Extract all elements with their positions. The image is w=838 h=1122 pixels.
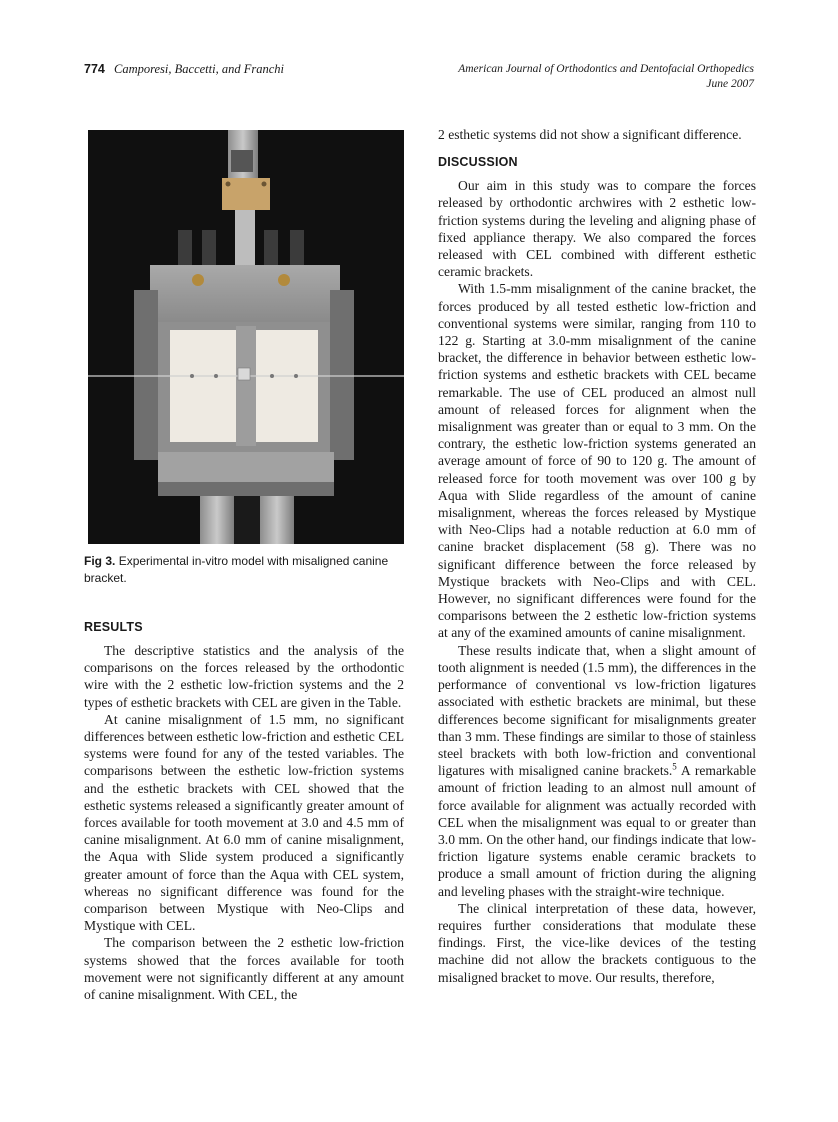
running-authors: Camporesi, Baccetti, and Franchi [113, 62, 284, 76]
caption-text: Experimental in-vitro model with misaligned canine bracket. [84, 554, 389, 585]
discussion-paragraph: Our aim in this study was to compare the forces released by orthodontic archwires with 2 esthetic low-friction systems during the leveling and aligning phase of fixed appliance therapy. We also compared the forces released with CEL combined with different esthetic ceramic brackets. [438, 178, 756, 280]
discussion-paragraph [438, 642, 756, 900]
results-section [84, 620, 404, 1003]
results-continuation: 2 esthetic systems did not show a significant difference. [438, 127, 742, 142]
journal-title: American Journal of Orthodontics and Dentofacial Orthopedics [458, 63, 754, 75]
results-paragraph: The descriptive statistics and the analysis of the comparisons on the forces released by the orthodontic wire with the 2 esthetic low-friction systems and the 2 types of esthetic brackets with CEL are given in the Table. [84, 643, 404, 710]
discussion-paragraph: With 1.5-mm misalignment of the canine bracket, the forces produced by all tested esthetic low-friction and conventional systems were similar, ranging from 110 to 122 g. Starting at 3.0-mm misalignment of the canine bracket, the difference in behavior between esthetic low-friction systems and esthetic brackets with CEL became remarkable. The use of CEL produced an almost null amount of released forces for alignment when the misalignment was greater than or equal to 3 mm. On the contrary, the esthetic low-friction systems generated an average amount of force of 90 to 120 g. The amount of released force for tooth movement was over 100 g by Aqua with Slide regardless of the amount of canine misalignment, whereas the forces released by Mystique with Neo-Clips had a notable reduction at 6.0 mm of canine bracket displacement (58 g). There was no significant difference between the force released by Mystique brackets with Neo-Clips and with CEL. However, no significant differences were found for the comparisons between the 2 esthetic low-friction systems at any of the examined amounts of canine misalignment. [438, 281, 756, 641]
results-heading: RESULTS [84, 620, 143, 634]
page-header-right [458, 62, 754, 92]
discussion-paragraph: The clinical interpretation of these data, however, requires further considerations that modulate these findings. First, the vice-like devices of the testing machine did not allow the brackets contiguous to the misaligned bracket to move. Our results, therefore, [438, 900, 756, 985]
results-paragraph: At canine misalignment of 1.5 mm, no significant differences between esthetic low-friction and esthetic CEL systems were found for any of the tested variables. The comparisons between the esthetic low-friction systems and the esthetic brackets with CEL showed that the esthetic systems released a significantly greater amount of forces available for tooth movement at 3.0 and 4.5 mm of canine misalignment. At 6.0 mm of canine misalignment, the Aqua with Slide system produced a significantly greater amount of force than the Aqua with CEL system, whereas no significant difference was found for the comparison between Mystique with Neo-Clips and Mystique with CEL. [84, 711, 404, 934]
right-column [438, 126, 756, 986]
discussion-text: A remarkable amount of friction leading to an almost null amount of force available for alignment was actually recorded with CEL when the misalignment was equal to or greater than 3.0 mm. On the other hand, our findings indicate that low-friction ligature systems enable ceramic brackets to produce a small amount of friction during the aligning and leveling phases with the straight-wire technique. [438, 763, 756, 899]
page-number: 774 [84, 62, 105, 76]
results-paragraph: The comparison between the 2 esthetic low-friction systems showed that the forces available for tooth movement were not significantly different at any amount of canine misalignment. With CEL, the [84, 935, 404, 1003]
figure-photo [88, 130, 404, 544]
discussion-heading: DISCUSSION [438, 155, 518, 170]
citation-superscript: 5 [672, 761, 677, 772]
issue-date: June 2007 [706, 78, 754, 90]
page-header-left [84, 62, 284, 77]
figure-caption [84, 553, 406, 586]
discussion-text: These results indicate that, when a slight amount of tooth alignment is needed (1.5 mm), the differences in the performance of conventional vs low-friction ligatures associated with esthetic brackets are minimal, but these differences become significant for misalignments greater than 3 mm. These findings are similar to those of stainless steel brackets with both low-friction and conventional ligatures with misaligned canine brackets. [438, 642, 756, 779]
caption-label: Fig 3. [84, 554, 116, 568]
